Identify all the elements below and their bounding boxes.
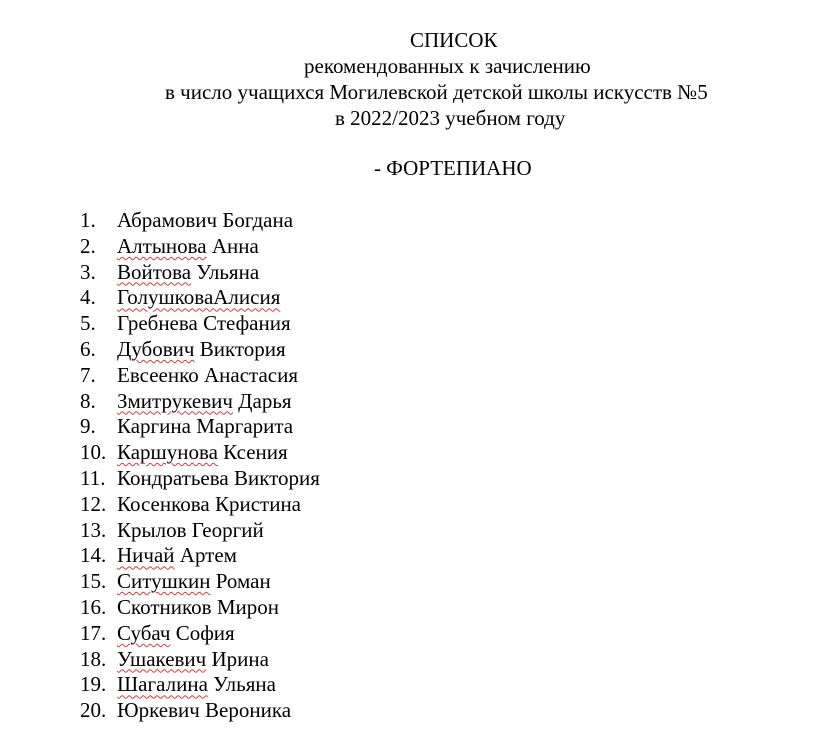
student-name: Каршунова Ксения xyxy=(117,440,288,465)
student-name: Евсеенко Анастасия xyxy=(117,362,298,387)
item-number: 8. xyxy=(80,388,96,413)
item-number: 18. xyxy=(80,646,107,671)
student-name: Гребнева Стефания xyxy=(117,311,291,336)
list-item xyxy=(80,440,320,466)
item-number: 20. xyxy=(80,698,107,723)
student-name: Войтова Ульяна xyxy=(117,259,260,284)
student-name: Ситушкин Роман xyxy=(117,569,271,594)
student-name: ГолушковаАлисия xyxy=(117,285,281,310)
list-item xyxy=(80,311,320,337)
item-number: 19. xyxy=(80,672,107,697)
list-item xyxy=(80,260,320,286)
list-item xyxy=(80,698,320,724)
item-number: 4. xyxy=(80,285,96,310)
list-item xyxy=(80,569,320,595)
list-item xyxy=(80,234,320,260)
student-name: Каргина Маргарита xyxy=(117,414,294,439)
list-item xyxy=(80,492,320,518)
student-name: Алтынова Анна xyxy=(117,233,259,258)
student-name: Кондратьева Виктория xyxy=(117,465,320,490)
item-number: 3. xyxy=(80,259,96,284)
list-item xyxy=(80,389,320,415)
student-list xyxy=(80,208,320,724)
subtitle-line-1: рекомендованных к зачислению xyxy=(304,54,591,78)
list-item xyxy=(80,595,320,621)
item-number: 13. xyxy=(80,517,107,542)
student-name: Крылов Георгий xyxy=(117,517,264,542)
subtitle-line-2: в число учащихся Могилевской детской школы искусств №5 xyxy=(165,80,708,104)
list-item xyxy=(80,414,320,440)
item-number: 15. xyxy=(80,569,107,594)
item-number: 12. xyxy=(80,491,107,516)
list-item xyxy=(80,672,320,698)
item-number: 6. xyxy=(80,336,96,361)
student-name: Ничай Артем xyxy=(117,543,237,568)
student-name: Змитрукевич Дарья xyxy=(117,388,292,413)
subtitle-line-3: в 2022/2023 учебном году xyxy=(335,106,566,130)
student-name: Шагалина Ульяна xyxy=(117,672,276,697)
subject-heading: - ФОРТЕПИАНО xyxy=(374,156,532,180)
item-number: 10. xyxy=(80,440,107,465)
student-name: Ушакевич Ирина xyxy=(117,646,269,671)
item-number: 2. xyxy=(80,233,96,258)
list-item xyxy=(80,363,320,389)
list-item xyxy=(80,208,320,234)
list-item xyxy=(80,466,320,492)
list-item xyxy=(80,285,320,311)
list-item xyxy=(80,337,320,363)
item-number: 9. xyxy=(80,414,96,439)
list-item xyxy=(80,621,320,647)
item-number: 7. xyxy=(80,362,96,387)
item-number: 11. xyxy=(80,465,106,490)
list-item xyxy=(80,518,320,544)
student-name: Юркевич Вероника xyxy=(117,698,292,723)
item-number: 16. xyxy=(80,594,107,619)
item-number: 1. xyxy=(80,208,96,232)
student-name: Абрамович Богдана xyxy=(117,208,294,232)
list-item xyxy=(80,543,320,569)
student-name: Косенкова Кристина xyxy=(117,491,302,516)
item-number: 5. xyxy=(80,311,96,336)
item-number: 17. xyxy=(80,620,107,645)
student-name: Субач София xyxy=(117,620,235,645)
student-name: Дубович Виктория xyxy=(117,336,286,361)
item-number: 14. xyxy=(80,543,107,568)
document-title: СПИСОК xyxy=(410,28,498,52)
list-item xyxy=(80,647,320,673)
student-name: Скотников Мирон xyxy=(117,594,279,619)
